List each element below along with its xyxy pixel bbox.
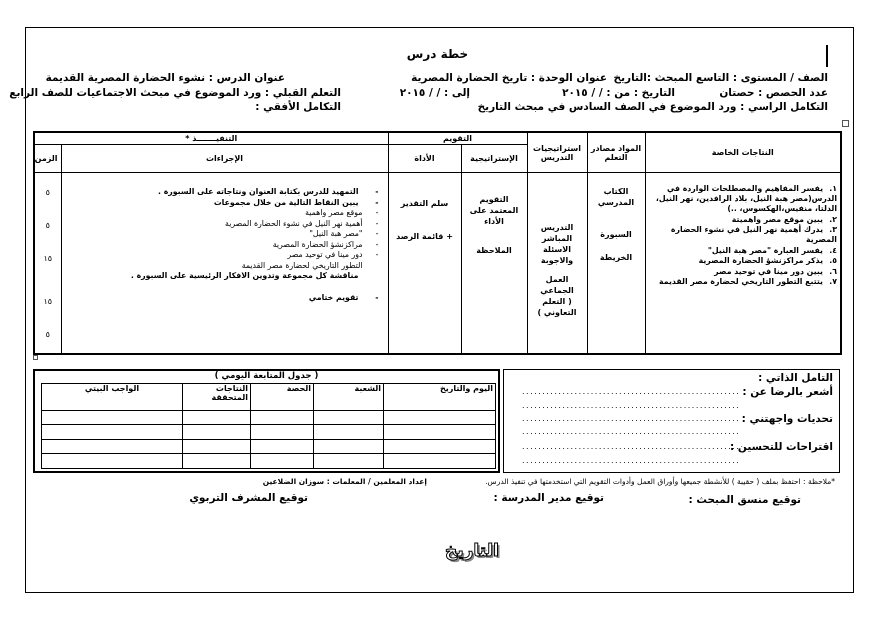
lesson-plan-table — [33, 131, 842, 355]
outcome-item — [649, 246, 838, 256]
procedure-bullet-icon: - — [375, 208, 379, 217]
procedure-bullet-icon: - — [375, 197, 379, 207]
procedure-bullet-icon: - — [375, 218, 379, 228]
daily-follow-box — [33, 369, 500, 473]
assess-strategy-item: الملاحظة — [476, 246, 512, 255]
follow-cell[interactable] — [42, 410, 183, 425]
time-value: ١٥ — [43, 297, 53, 306]
follow-title: ( جدول المتابعة اليومي ) — [214, 371, 319, 381]
self-challenges-line-2[interactable]: ...................................................... — [522, 427, 741, 436]
follow-cell[interactable] — [384, 425, 496, 440]
follow-cell[interactable] — [183, 425, 251, 440]
follow-cell[interactable] — [251, 425, 314, 440]
follow-header: اليوم والتاريخ — [384, 384, 496, 411]
time-cell — [34, 173, 61, 355]
outcome-item — [649, 225, 838, 245]
self-challenges-label: تحديات واجهتني : — [741, 413, 833, 425]
coordinator-signature: توقيع منسق المبحث : — [688, 494, 801, 506]
self-title: التامل الذاتي : — [758, 372, 833, 384]
outcome-number: ٢. — [829, 214, 837, 224]
self-challenges-line[interactable]: ...................................................... — [522, 414, 741, 423]
procedure-bullet-icon: - — [375, 229, 379, 238]
table-move-handle-icon[interactable] — [842, 120, 849, 127]
outcomes-list — [649, 184, 838, 287]
sessions-count: عدد الحصص : حصتان — [719, 87, 828, 99]
follow-cell[interactable] — [251, 454, 314, 469]
vertical-integration: التكامل الراسي : ورد الموضوع في الصف السادس في مبحث التاريخ — [477, 101, 828, 113]
procedure-text: التطور التاريخي لحضارة مصر القديمة — [241, 260, 363, 270]
procedure-text: تقويم ختامي — [308, 293, 359, 302]
outcome-number: ٣. — [829, 225, 837, 234]
outcome-text: يبين دور مينا في توحيد مصر — [714, 266, 823, 276]
assess-strategy-cell — [461, 173, 527, 355]
procedures-list — [65, 187, 379, 303]
follow-header: النتاجات المتحققة — [183, 384, 251, 411]
self-suggestions-line-2[interactable]: ...................................................... — [522, 456, 741, 465]
follow-cell[interactable] — [251, 439, 314, 454]
time-value: ٥ — [45, 188, 50, 197]
outcome-item — [649, 256, 838, 266]
procedure-item — [65, 261, 379, 271]
follow-cell[interactable] — [314, 439, 384, 454]
follow-cell[interactable] — [42, 454, 183, 469]
procedure-text: موقع مصر واهمية — [305, 208, 363, 217]
follow-cell[interactable] — [42, 425, 183, 440]
follow-cell[interactable] — [183, 410, 251, 425]
material-item: الكتاب المدرسي — [597, 187, 635, 207]
page-title: خطة درس — [406, 47, 469, 61]
procedure-item — [65, 271, 379, 281]
follow-cell[interactable] — [183, 454, 251, 469]
procedure-text: يبين النقاط التالية من خلال مجموعات — [213, 197, 359, 207]
follow-cell[interactable] — [42, 439, 183, 454]
header-materials: المواد مصادر التعلم — [587, 132, 645, 173]
procedure-text: أهمية نهر النيل في نشوء الحضارة المصرية — [225, 218, 363, 228]
procedure-bullet-icon: - — [375, 239, 379, 249]
horizontal-integration: التكامل الأفقي : — [255, 101, 341, 113]
follow-header: الحصة — [251, 384, 314, 411]
unit-title: عنوان الوحدة : تاريخ الحضارة المصرية — [411, 72, 607, 84]
outcome-text: يذكر مراكزنشؤ الحضارة المصرية — [698, 256, 823, 265]
outcome-number: ٧. — [829, 277, 837, 286]
principal-signature: توقيع مدير المدرسة : — [493, 492, 604, 504]
procedure-text: التمهيد للدرس بكتابة العنوان ونتاجاته على السبورة . — [158, 187, 359, 196]
supervisor-signature: توقيع المشرف التربوي — [189, 492, 308, 504]
outcome-text: يتتبع التطور التاريخي لحضارة مصر القديمة — [659, 277, 823, 286]
header-execution: التنفيـــــــذ * — [34, 132, 388, 145]
follow-cell[interactable] — [314, 454, 384, 469]
header-outcomes: النتاجات الخاصة — [645, 132, 841, 173]
header-assess-strategy: الإستراتيجية — [461, 145, 527, 173]
self-satisfied-line[interactable]: ...................................................... — [522, 387, 741, 396]
header-assess-tool: الأداة — [388, 145, 461, 173]
date-stamp: التاريخ — [445, 541, 499, 561]
procedure-text: مناقشة كل مجموعة وتدوين الافكار الرئيسية على السبورة . — [130, 271, 359, 280]
follow-cell[interactable] — [384, 410, 496, 425]
procedure-bullet-icon: - — [375, 293, 379, 302]
procedure-item — [65, 208, 379, 218]
assess-tool-item: + قائمة الرصد — [396, 232, 453, 241]
self-satisfied-label: أشعر بالرضا عن : — [742, 386, 833, 398]
outcome-number: ٥. — [829, 256, 837, 265]
assess-tool-item: سلم التقدير — [400, 199, 449, 208]
outcomes-cell — [645, 173, 841, 355]
self-suggestions-label: اقتراحات للتحسين : — [730, 441, 833, 453]
date-from: التاريخ : من : / / ٢٠١٥ — [562, 87, 675, 99]
time-value: ٥ — [45, 330, 50, 339]
date-to: إلى : / / ٢٠١٥ — [399, 87, 470, 99]
assess-tool-cell — [388, 173, 461, 355]
outcome-item — [649, 184, 838, 214]
outcome-item — [649, 215, 838, 225]
procedure-item — [65, 240, 379, 250]
procedure-item — [65, 198, 379, 208]
level-line: الصف / المستوى : التاسع المبحث :التاريخ — [613, 72, 828, 84]
follow-cell[interactable] — [384, 439, 496, 454]
outcome-text: يبين موقع مصر واهميتة — [731, 214, 823, 224]
self-reflection-box — [503, 369, 840, 473]
outcome-number: ٤. — [829, 245, 837, 255]
follow-cell[interactable] — [314, 410, 384, 425]
follow-cell[interactable] — [183, 439, 251, 454]
procedure-item — [65, 229, 379, 239]
self-satisfied-line-2[interactable]: ...................................................... — [522, 401, 741, 410]
outcome-number: ١. — [829, 184, 837, 193]
table-resize-handle-icon[interactable] — [33, 355, 38, 360]
prepared-by: إعداد المعلمين / المعلمات : سوزان الضلاعين — [262, 477, 427, 486]
follow-cell[interactable] — [251, 410, 314, 425]
procedure-item — [65, 250, 379, 260]
lesson-title: عنوان الدرس : نشوء الحضارة المصرية القديمة — [45, 72, 285, 84]
material-item: الخريطة — [599, 253, 633, 262]
procedure-item — [65, 219, 379, 229]
outcome-text: يفسر العبارة "مصر هبة النيل" — [707, 245, 823, 255]
header-strategies: استراتيجيات التدريس — [527, 132, 587, 173]
procedure-item — [65, 187, 379, 197]
outcome-number: ٦. — [829, 266, 837, 276]
procedure-text: دور مينا في توحيد مصر — [287, 250, 363, 259]
follow-table — [41, 383, 496, 469]
procedure-bullet-icon: - — [375, 187, 379, 196]
follow-cell[interactable] — [384, 454, 496, 469]
outcome-text: يفسر المفاهيم والمصطلحات الواردة في الدرس(مصر هبة النيل، بلاد الرافدين، نهر النيل، الدلتا، منفيس،الهكسوس، ..) — [655, 184, 837, 213]
footer-note: *ملاحظة : احتفظ بملف ( حقيبة ) للأنشطة جميعها وأوراق العمل وأدوات التقويم التي استخدمتها في تنفيذ الدرس. — [485, 477, 835, 486]
procedure-item — [65, 293, 379, 303]
materials-cell — [587, 173, 645, 355]
outcome-item — [649, 267, 838, 277]
time-value: ١٥ — [43, 254, 53, 263]
follow-header: الواجب البيتي — [42, 384, 183, 411]
follow-cell[interactable] — [314, 425, 384, 440]
procedures-cell — [61, 173, 388, 355]
procedure-text: "مصر هبة النيل" — [309, 229, 363, 238]
outcome-item — [649, 277, 838, 287]
procedure-text: مراكزنشؤ الحضارة المصرية — [272, 239, 363, 249]
outcome-text: يدرك أهمية نهر النيل في نشوء الحضارة المصرية — [670, 225, 837, 244]
header-assessment: التقويم — [388, 132, 527, 145]
follow-header: الشعبة — [314, 384, 384, 411]
material-item: السبورة — [600, 230, 632, 239]
header-time: الزمن — [34, 145, 61, 173]
strategy-item: العمل الجماعي — [540, 275, 574, 295]
procedure-bullet-icon: - — [375, 250, 379, 259]
strategy-item: التدريس المباشر — [540, 223, 574, 243]
header-procedures: الإجراءات — [61, 145, 388, 173]
strategy-item: ( التعلم التعاوني ) — [537, 297, 577, 317]
time-value: ٥ — [45, 221, 50, 230]
assess-strategy-item: التقويم المعتمد على الأداء — [469, 195, 519, 226]
prior-learning: التعلم القبلي : ورد الموضوع في مبحث الاجتماعيات للصف الرابع — [9, 87, 341, 99]
strategy-item: الاسئلة والاجوبة — [540, 245, 574, 265]
self-suggestions-line[interactable]: ...................................................... — [522, 442, 741, 451]
strategies-cell — [527, 173, 587, 355]
